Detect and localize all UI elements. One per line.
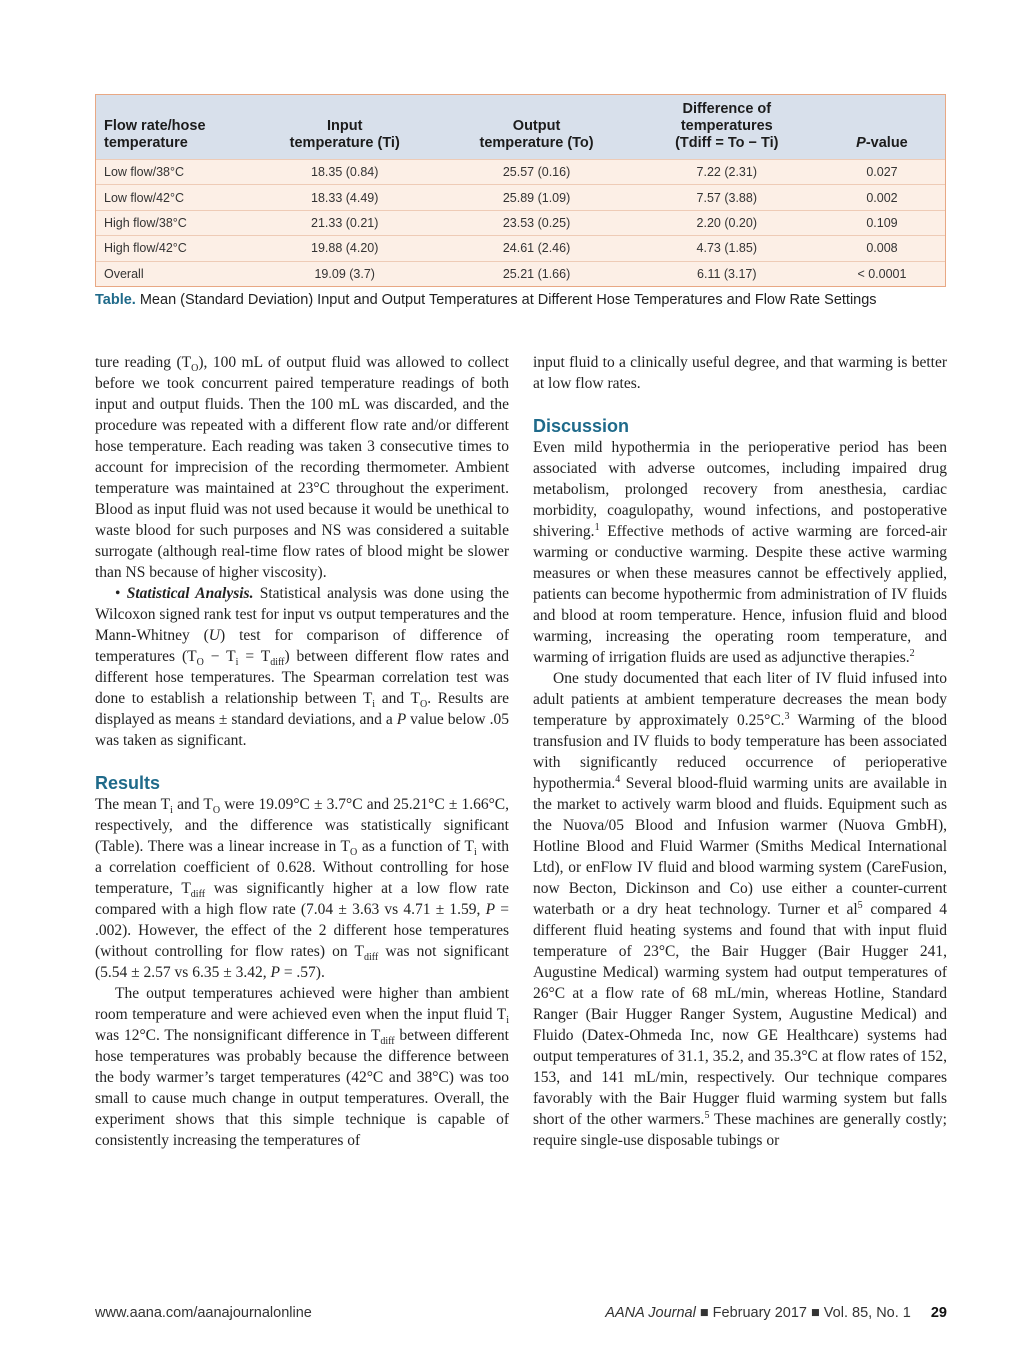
table-cell: 0.002 [819,185,945,210]
left-column [95,352,509,1151]
table-cell: 6.11 (3.17) [635,261,819,286]
header-p-value: P-value [819,95,945,160]
table-cell: High flow/38°C [96,210,251,235]
paragraph: Even mild hypothermia in the perioperative period has been associated with adverse outcomes, including impaired drug metabolism, prolonged recovery from anesthesia, cardiac morbidity, coagulopathy, wound infections, and postoperative shivering.$^1$ Effective methods of active warming are forced-air warming or conductive warming. Despite these active warming measures or when these measures cannot be effectively applied, patients can become hypothermic from administration of IV fluids and blood at room temperature. Hence, infusion fluid and blood warming, increasing the operating room temperature, and warming of irrigation fluids are used as adjunctive therapies.$^2$ [533,439,947,666]
table-cell: 25.21 (1.66) [438,261,634,286]
table-cell: 19.88 (4.20) [251,236,439,261]
journal-name: AANA Journal [605,1305,696,1321]
table-cell: 7.57 (3.88) [635,185,819,210]
table-row [96,160,945,185]
table-cell: 24.61 (2.46) [438,236,634,261]
table-cell: Low flow/42°C [96,185,251,210]
table-row [96,210,945,235]
table-cell: 18.35 (0.84) [251,160,439,185]
right-column [533,352,947,1151]
temperature-table [96,95,945,286]
footer-journal-info: AANA Journal ■ February 2017 ■ Vol. 85, No. 1 29 [605,1305,947,1321]
footer-url: www.aana.com/aanajournalonline [95,1305,312,1321]
results-heading: Results [95,773,161,793]
stat-analysis-label: Statistical Analysis. [126,585,254,602]
table-row [96,236,945,261]
paragraph: • Statistical Analysis. Statistical analysis was done using the Wilcoxon signed rank test for input vs output temperatures and the Mann-Whitney (U) test for comparison of difference of temperatures $(T_O - T_i = T_{diff})$ between different flow rates and different hose temperatures. The Spearman correlation test was done to establish a relationship between $T_i$ and $T_O$. Results are displayed as means ± standard deviations, and a P value below .05 was taken as significant. [95,585,510,749]
table-cell: Overall [96,261,251,286]
header-output-temp: Output temperature (To) [438,95,634,160]
table-cell: 21.33 (0.21) [251,210,439,235]
caption-label: Table. [95,292,136,308]
header-flow-rate: Flow rate/hose temperature [96,95,251,160]
table-cell: 4.73 (1.85) [635,236,819,261]
table-cell: 0.008 [819,236,945,261]
paragraph: The output temperatures achieved were higher than ambient room temperature and were achieved even when the input fluid $T_i$ was 12°C. The nonsignificant difference in $T_{diff}$ between different hose temperatures was probably because the difference between the body warmer’s target temperatures (42°C and 38°C) was too small to cause much change in output temperatures. Overall, the experiment shows that this simple technique is capable of consistently increasing the temperatures of [95,985,509,1149]
table-cell: < 0.0001 [819,261,945,286]
table-cell: 0.109 [819,210,945,235]
table-cell: High flow/42°C [96,236,251,261]
table-cell: 19.09 (3.7) [251,261,439,286]
paragraph: The mean $T_i$ and $T_O$ were 19.09°C ± 3.7°C and 25.21°C ± 1.66°C, respectively, and the difference was statistically significant (Table). There was a linear increase in $T_O$ as a function of $T_i$ with a correlation coefficient of 0.628. Without controlling for hose temperature, $T_{diff}$ was significantly higher at a low flow rate compared with a high flow rate (7.04 ± 3.63 vs 4.71 ± 1.59, P = .002). However, the effect of the 2 different hose temperatures (without controlling for flow rates) on $T_{diff}$ was not significant (5.54 ± 2.57 vs 6.35 ± 3.42, P = .57). [95,796,510,981]
volume: Vol. 85, No. 1 [823,1305,911,1321]
table-cell: 23.53 (0.25) [438,210,634,235]
table-cell: 2.20 (0.20) [635,210,819,235]
table-row [96,185,945,210]
paragraph: ture reading $(T_O)$, 100 mL of output fluid was allowed to collect before we took concurrent paired temperature readings of both input and output fluids. Then the 100 mL was discarded, and the procedure was repeated with a different flow rate and/or different hose temperature. Each reading was taken 3 consecutive times to account for imprecision of the recording thermometer. Ambient temperature was maintained at 23°C throughout the experiment. Blood as input fluid was not used because it would be unethical to waste blood for such purposes and NS was considered a suitable surrogate (although real-time flow rates of blood might be slower than NS because of higher viscosity). [95,354,509,581]
table-row [96,261,945,286]
table-cell: Low flow/38°C [96,160,251,185]
table-cell: 0.027 [819,160,945,185]
table-cell: 18.33 (4.49) [251,185,439,210]
paragraph: input fluid to a clinically useful degree, and that warming is better at low flow rates. [533,354,947,392]
paragraph: One study documented that each liter of IV fluid infused into adult patients at ambient temperature decreases the mean body temperature by approximately 0.25°C.$^3$ Warming of the blood transfusion and IV fluids to body temperature has been associated with significantly reduced occurrence of perioperative hypothermia.$^4$ Several blood-fluid warming units are available in the market to actively warm blood and fluids. Equipment such as the Nuova/05 Blood and Infusion warmer (Nuova GmbH), Hotline Blood and Fluid Warmer (Smiths Medical International Ltd), or enFlow IV fluid and blood warming system (CareFusion, now Becton, Dickinson and Co) use either a counter-current waterbath or a dry heat technology. Turner et $al^5$ compared 4 different fluid heating systems and found that with input fluid temperature of 23°C, the Bair Hugger (Bair Hugger 241, Augustine Medical) warming system had output temperatures of 26°C at a flow rate of 68 mL/min, whereas Hotline, Standard Ranger (Bair Hugger Ranger System, Augustine Medical) and Fluido (Datex-Ohmeda Inc, now GE Healthcare) systems had output temperatures of 31.1, 35.2, and 35.3°C at flow rates of 152, 153, and 141 mL/min, respectively. Our technique compares favorably with the Bair Hugger fluid warming system but falls short of the other warmers.$^5$ These machines are generally costly; require single-use disposable tubings or [533,670,947,1149]
discussion-heading: Discussion [533,416,630,436]
header-difference: Difference of temperatures (Tdiff = To − Ti) [635,95,819,160]
caption-text: Mean (Standard Deviation) Input and Output Temperatures at Different Hose Temperatures and Flow Rate Settings [135,292,877,308]
header-input-temp: Input temperature (Ti) [251,95,439,160]
data-table [95,94,946,287]
table-caption [95,290,955,311]
table-cell: 25.89 (1.09) [438,185,634,210]
table-cell: 7.22 (2.31) [635,160,819,185]
page-number: 29 [930,1305,947,1321]
table-cell: 25.57 (0.16) [438,160,634,185]
issue-date: February 2017 [712,1305,807,1321]
table-header-row [96,95,945,160]
